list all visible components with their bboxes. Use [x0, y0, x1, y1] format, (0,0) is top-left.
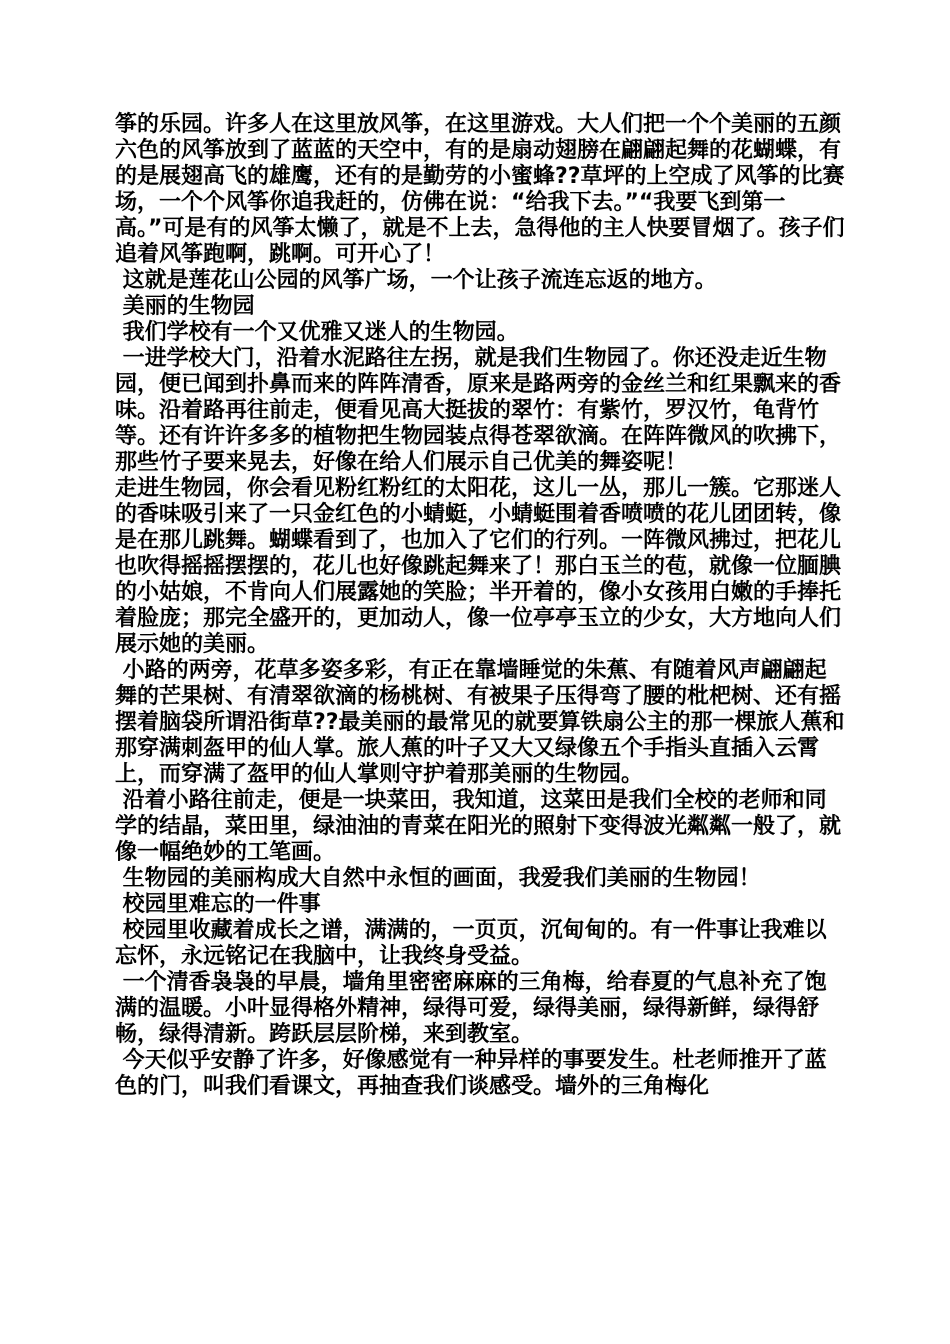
paragraph-kite-park: 筝的乐园。许多人在这里放风筝，在这里游戏。大人们把一个个美丽的五颜六色的风筝放到了蓝蓝的天空中，有的是扇动翅膀在翩翩起舞的花蝴蝶，有的是展翅高飞的雄鹰，还有的是勤劳的小蜜蜂??草坪的上空成了风筝的比赛场，一个个风筝你追我赶的，仿佛在说：“给我下去。”“我要飞到第一高。”可是有的风筝太懒了，就是不上去，急得他的主人快要冒烟了。孩子们追着风筝跑啊，跳啊。可开心了！: [115, 112, 845, 267]
paragraph-garden-path: 小路的两旁，花草多姿多彩，有正在靠墙睡觉的朱蕉、有随着风声翩翩起舞的芒果树、有清翠欲滴的杨桃树、有被果子压得弯了腰的枇杷树、还有摇摆着脑袋所谓沿街草??最美丽的最常见的就要算铁扇公主的那一棵旅人蕉和那穿满刺盔甲的仙人掌。旅人蕉的叶子又大又绿像五个手指头直插入云霄上，而穿满了盔甲的仙人掌则守护着那美丽的生物园。: [115, 658, 845, 787]
heading-memorable-event: 校园里难忘的一件事: [115, 892, 321, 917]
document-body: [115, 112, 845, 1100]
paragraph-garden-entrance: 一进学校大门，沿着水泥路往左拐，就是我们生物园了。你还没走近生物园，便已闻到扑鼻而来的阵阵清香，原来是路两旁的金丝兰和红果飘来的香味。沿着路再往前走，便看见高大挺拔的翠竹：有紫竹，罗汉竹，龟背竹等。还有许许多多的植物把生物园装点得苍翠欲滴。在阵阵微风的吹拂下，那些竹子要来晃去，好像在给人们展示自己优美的舞姿呢！: [115, 346, 842, 475]
paragraph-kite-square: 这就是莲花山公园的风筝广场，一个让孩子流连忘返的地方。: [115, 268, 717, 293]
paragraph-vegetable-field: 沿着小路往前走，便是一块菜田，我知道，这菜田是我们全校的老师和同学的结晶，菜田里，绿油油的青菜在阳光的照射下变得波光粼粼一般了，就像一幅绝妙的工笔画。: [115, 788, 842, 865]
heading-biology-garden: 美丽的生物园: [115, 294, 255, 319]
paragraph-event-intro: 校园里收藏着成长之谱，满满的，一页页，沉甸甸的。有一件事让我难以忘怀，永远铭记在我脑中，让我终身受益。: [115, 918, 827, 969]
paragraph-classroom: 今天似乎安静了许多，好像感觉有一种异样的事要发生。杜老师推开了蓝色的门，叫我们看课文，再抽查我们谈感受。墙外的三角梅化: [115, 1048, 827, 1099]
paragraph-garden-flowers: 走进生物园，你会看见粉红粉红的太阳花，这儿一丛，那儿一簇。它那迷人的香味吸引来了一只金红色的小蜻蜓，小蜻蜓围着香喷喷的花儿团团转，像是在那儿跳舞。蝴蝶看到了，也加入了它们的行列。一阵微风拂过，把花儿也吹得摇摇摆摆的，花儿也好像跳起舞来了！那白玉兰的苞，就像一位腼腆的小姑娘，不肯向人们展露她的笑脸；半开着的，像小女孩用白嫩的手捧托着脸庞；那完全盛开的，更加动人，像一位亭亭玉立的少女，大方地向人们展示她的美丽。: [115, 476, 842, 657]
paragraph-garden-intro: 我们学校有一个又优雅又迷人的生物园。: [115, 320, 519, 345]
paragraph-morning: 一个清香袅袅的早晨，墙角里密密麻麻的三角梅，给春夏的气息补充了饱满的温暖。小叶显得格外精神，绿得可爱，绿得美丽，绿得新鲜，绿得舒畅，绿得清新。跨跃层层阶梯，来到教室。: [115, 970, 827, 1047]
paragraph-garden-conclusion: 生物园的美丽构成大自然中永恒的画面，我爱我们美丽的生物园！: [115, 866, 761, 891]
